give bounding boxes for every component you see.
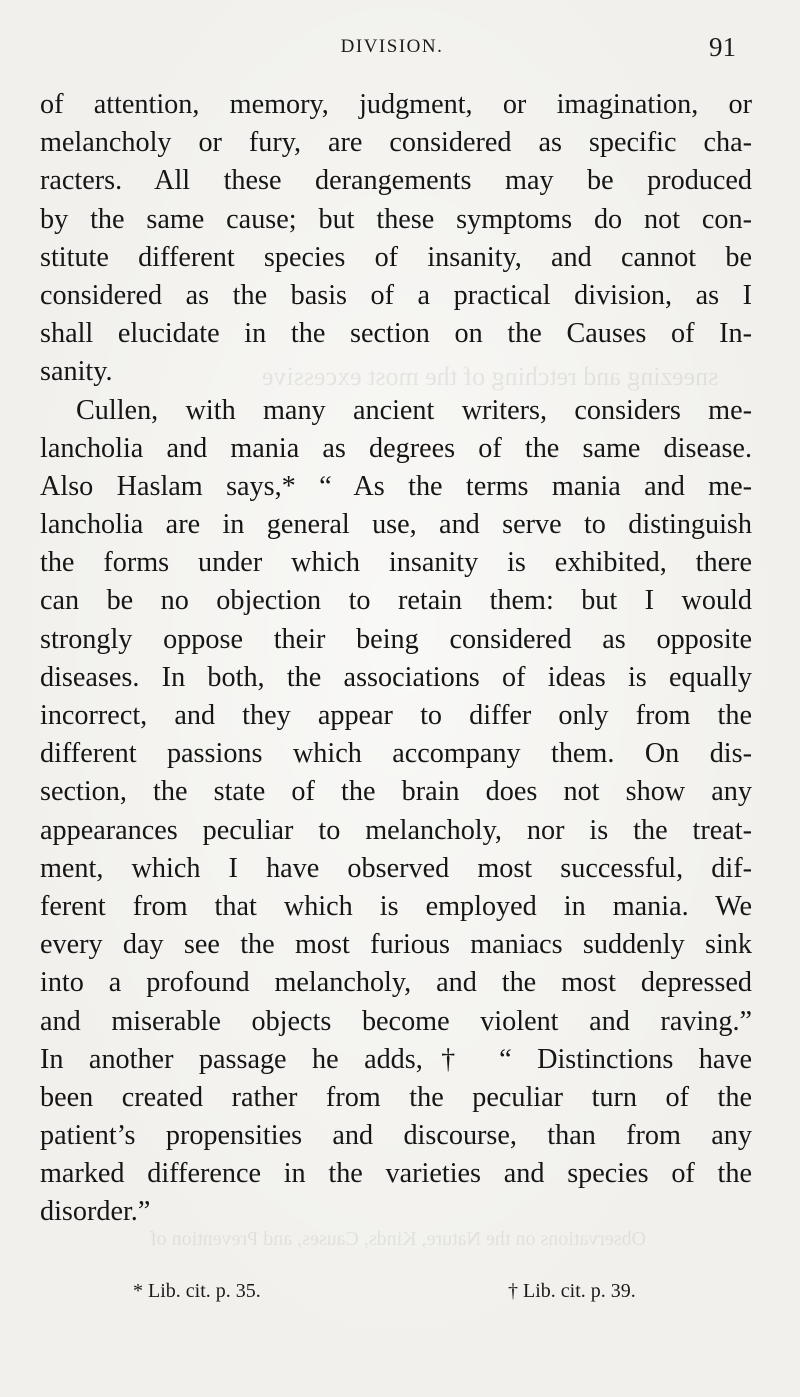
text-line: Cullen, with many ancient writers, considers me- [76, 394, 752, 426]
text-line: ferent from that which is employed in mania. We [40, 890, 752, 922]
text-line: lancholia and mania as degrees of the same disease. [40, 432, 752, 464]
text-line: appearances peculiar to melancholy, nor is the treat- [40, 814, 752, 846]
text-line: shall elucidate in the section on the Causes of In- [40, 318, 752, 350]
text-line: lancholia are in general use, and serve to distinguish [40, 509, 752, 541]
running-head [40, 32, 744, 62]
footnotes [40, 1280, 752, 1310]
text-line: patient’s propensities and discourse, than from any [40, 1120, 752, 1152]
text-line: of attention, memory, judgment, or imagination, or [40, 89, 752, 120]
footnote-second: † Lib. cit. p. 39. [508, 1280, 636, 1302]
show-through-text: sneezing and retching of the most excessive [262, 362, 719, 391]
text-line: racters. All these derangements may be produced [40, 165, 752, 197]
text-line: different passions which accompany them. On dis- [40, 738, 752, 770]
body-text [40, 86, 752, 1232]
text-line: Also Haslam says,* “ As the terms mania and me- [40, 470, 752, 502]
text-line: been created rather from the peculiar turn of the [40, 1081, 752, 1113]
text-line: stitute different species of insanity, and cannot be [40, 241, 752, 273]
text-line: can be no objection to retain them: but I would [40, 585, 752, 617]
text-line: In another passage he adds,† “ Distinctions have [40, 1043, 752, 1075]
text-line: into a profound melancholy, and the most depressed [40, 967, 752, 999]
footnote-first: * Lib. cit. p. 35. [133, 1280, 261, 1302]
text-line: sanity. [40, 356, 113, 388]
text-line: disorder.” [40, 1196, 151, 1228]
text-line: diseases. In both, the associations of ideas is equally [40, 661, 752, 693]
page-number: 91 [709, 32, 736, 62]
text-line: every day see the most furious maniacs suddenly sink [40, 929, 752, 961]
text-line: strongly oppose their being considered as opposite [40, 623, 752, 655]
running-title: DIVISION. [340, 36, 444, 57]
text-line: and miserable objects become violent and raving.” [40, 1005, 752, 1037]
show-through-text: Observations on the Nature, Kinds, Causes, and Prevention of [150, 1228, 647, 1250]
text-line: by the same cause; but these symptoms do not con- [40, 203, 752, 235]
text-line: the forms under which insanity is exhibited, there [40, 547, 752, 579]
text-line: considered as the basis of a practical division, as I [40, 279, 752, 311]
text-line: marked difference in the varieties and species of the [40, 1158, 752, 1190]
text-line: incorrect, and they appear to differ only from the [40, 700, 752, 731]
text-line: ment, which I have observed most successful, dif- [40, 852, 752, 884]
text-line: section, the state of the brain does not show any [40, 776, 752, 808]
text-line: melancholy or fury, are considered as specific cha- [40, 127, 752, 159]
